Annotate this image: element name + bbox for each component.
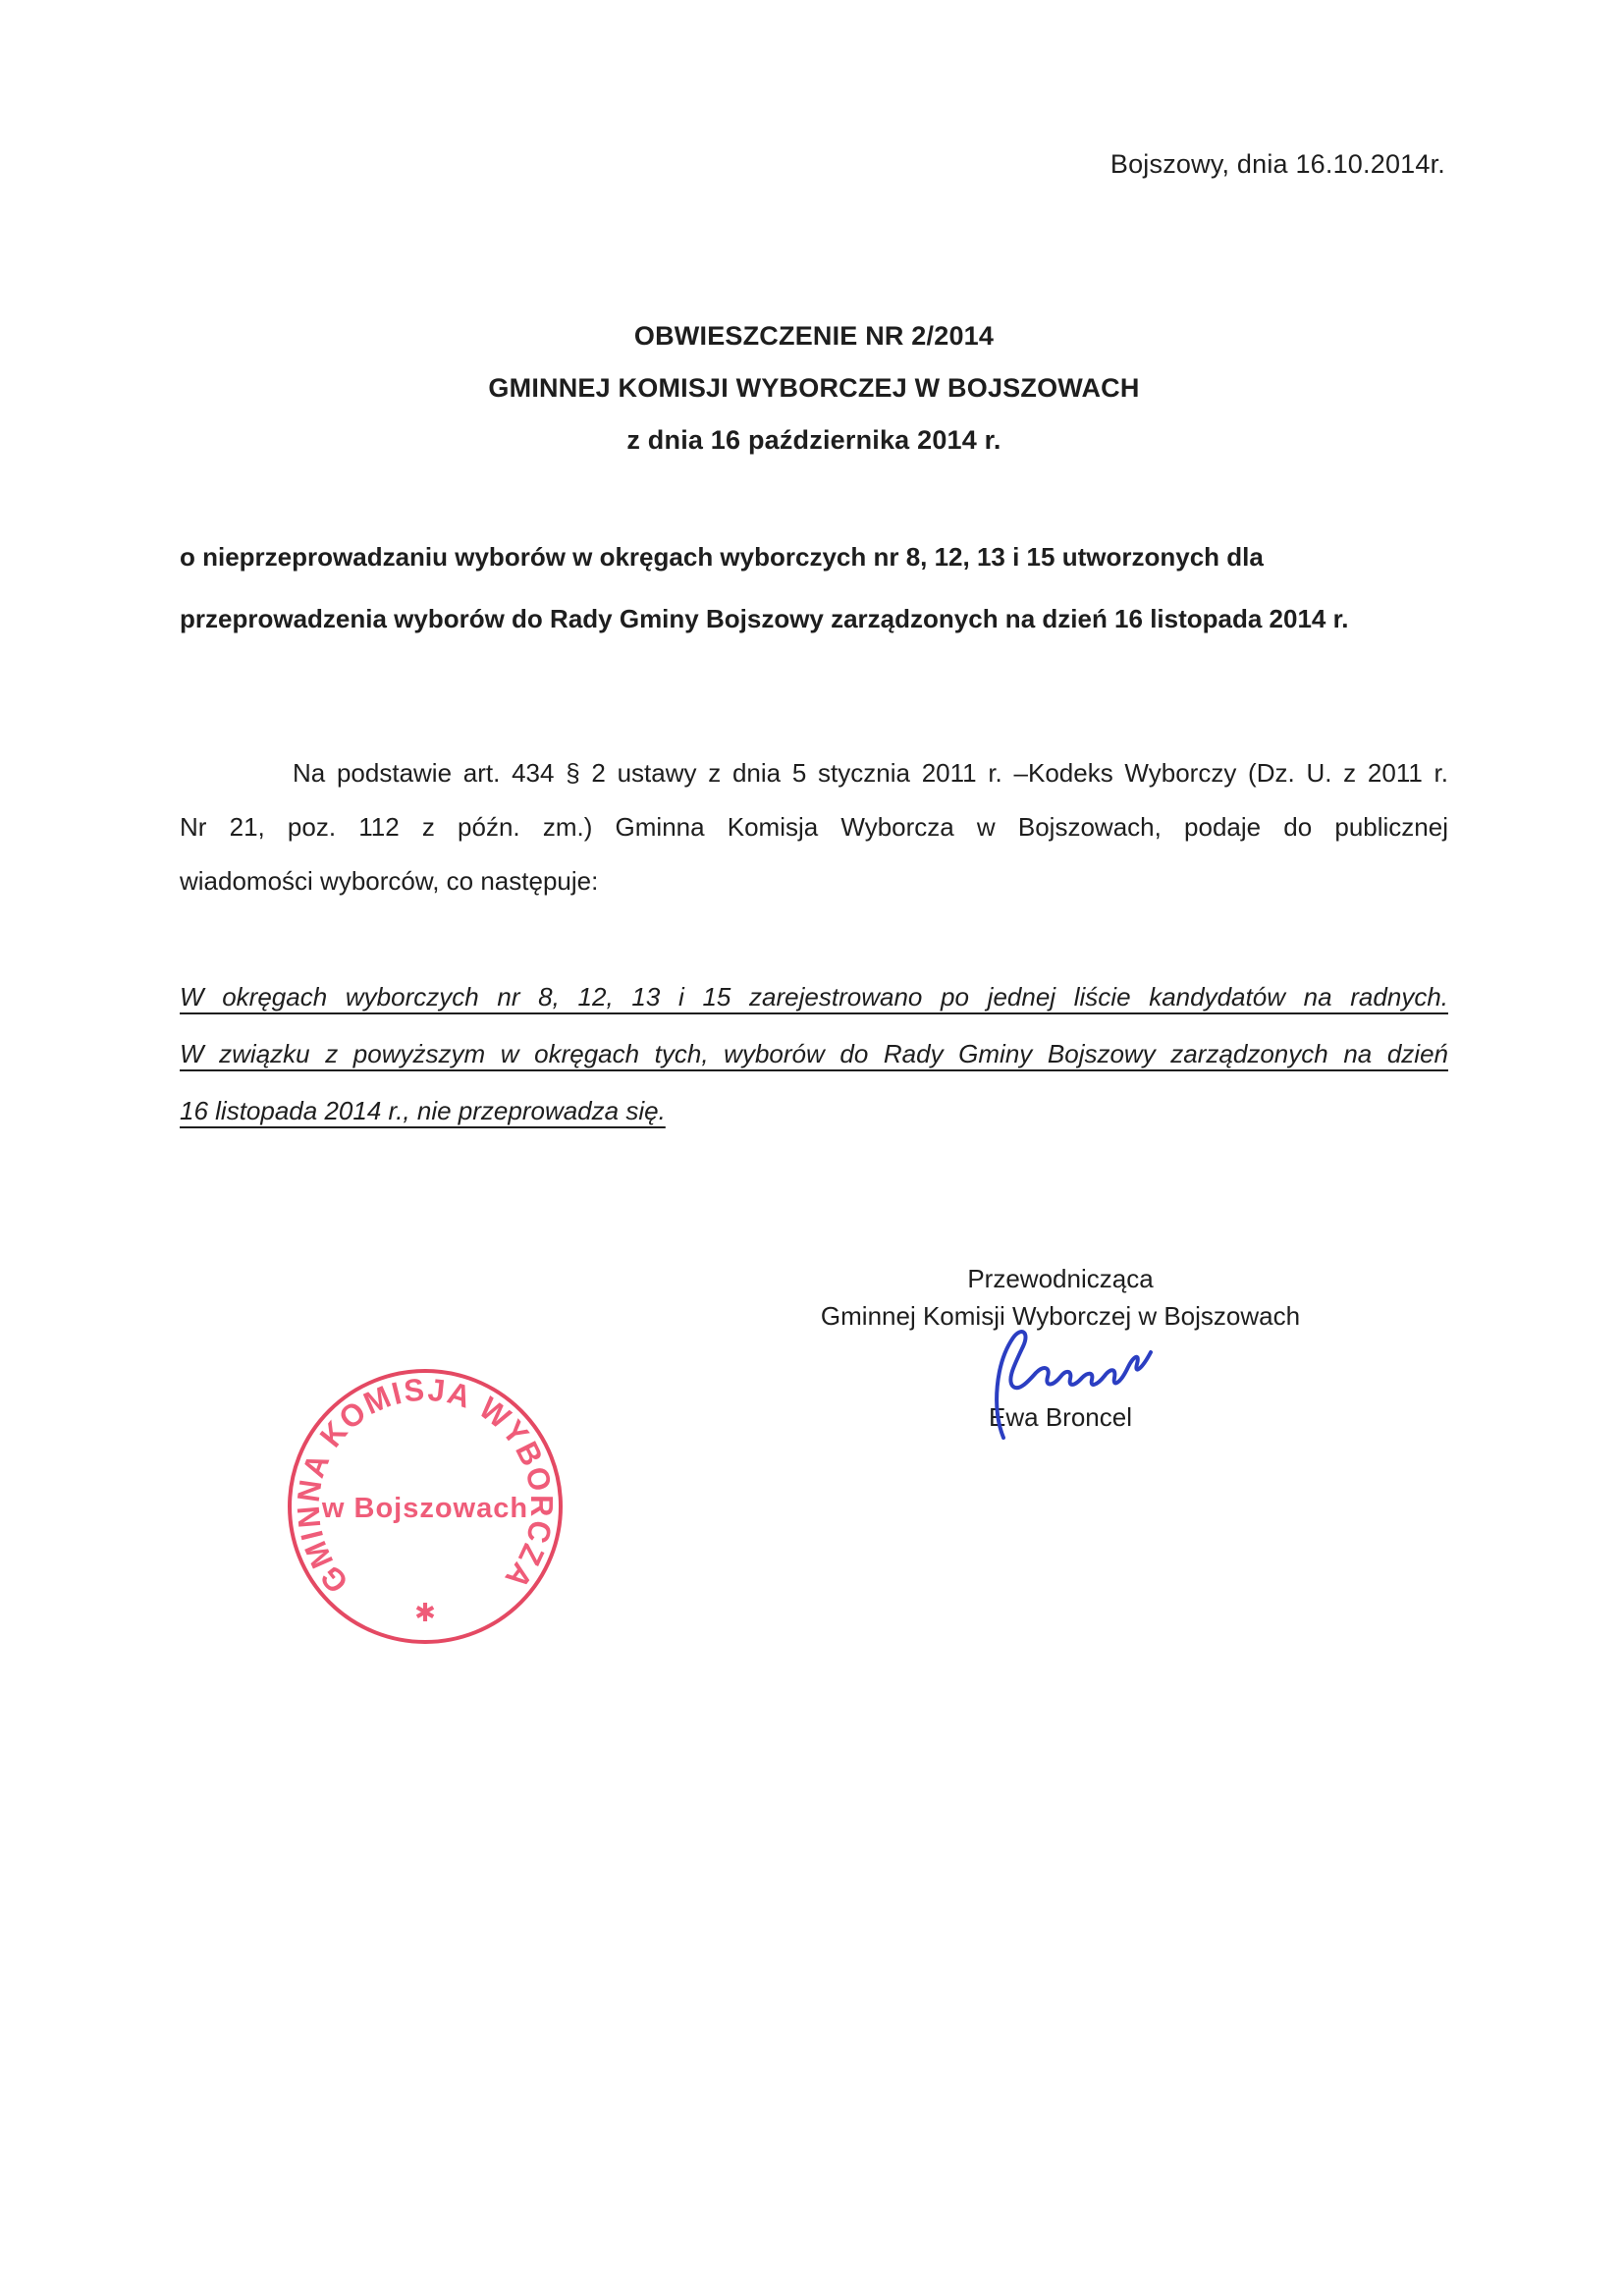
resolution-paragraph [180, 968, 1448, 1139]
date-line: Bojszowy, dnia 16.10.2014r. [1109, 149, 1445, 179]
stamp-star-icon: ✱ [414, 1598, 436, 1627]
title-line-2: GMINNEJ KOMISJI WYBORCZEJ W BOJSZOWACH [488, 373, 1140, 403]
official-round-stamp [283, 1364, 568, 1649]
handwritten-signature-icon [964, 1322, 1170, 1445]
subject-paragraph [180, 526, 1448, 650]
resolution-line-3: 16 listopada 2014 r., nie przeprowadza się. [180, 1096, 666, 1125]
signatory-role: Przewodnicząca [967, 1264, 1154, 1293]
title-block [180, 310, 1448, 466]
subject-line-2: przeprowadzenia wyborów do Rady Gminy Bojszowy zarządzonych na dzień 16 listopada 2014 r. [180, 604, 1349, 633]
body-line-1: Na podstawie art. 434 § 2 ustawy z dnia 5 stycznia 2011 r. –Kodeks Wyborczy (Dz. U. z 2011 r. [293, 758, 1448, 788]
resolution-line-1: W okręgach wyborczych nr 8, 12, 13 i 15 zarejestrowano po jednej liście kandydatów na radnych. [180, 982, 1448, 1011]
resolution-line-2: W związku z powyższym w okręgach tych, wyborów do Rady Gminy Bojszowy zarządzonych na dzień [180, 1039, 1448, 1068]
title-line-1: OBWIESZCZENIE NR 2/2014 [633, 321, 995, 351]
signatory-organization: Gminnej Komisji Wyborczej w Bojszowach [820, 1301, 1301, 1331]
signatory-name: Ewa Broncel [989, 1402, 1132, 1432]
body-line-2: Nr 21, poz. 112 z późn. zm.) Gminna Komisja Wyborcza w Bojszowach, podaje do publicznej [180, 812, 1448, 842]
body-line-3: wiadomości wyborców, co następuje: [180, 866, 599, 896]
title-line-3: z dnia 16 października 2014 r. [626, 425, 1001, 455]
stamp-center-label: w Bojszowach [321, 1493, 529, 1524]
stamp-ring-label: GMINNA KOMISJA WYBORCZA [290, 1371, 561, 1600]
body-paragraph [180, 746, 1448, 908]
subject-line-1: o nieprzeprowadzaniu wyborów w okręgach wyborczych nr 8, 12, 13 i 15 utworzonych dla [180, 542, 1264, 572]
